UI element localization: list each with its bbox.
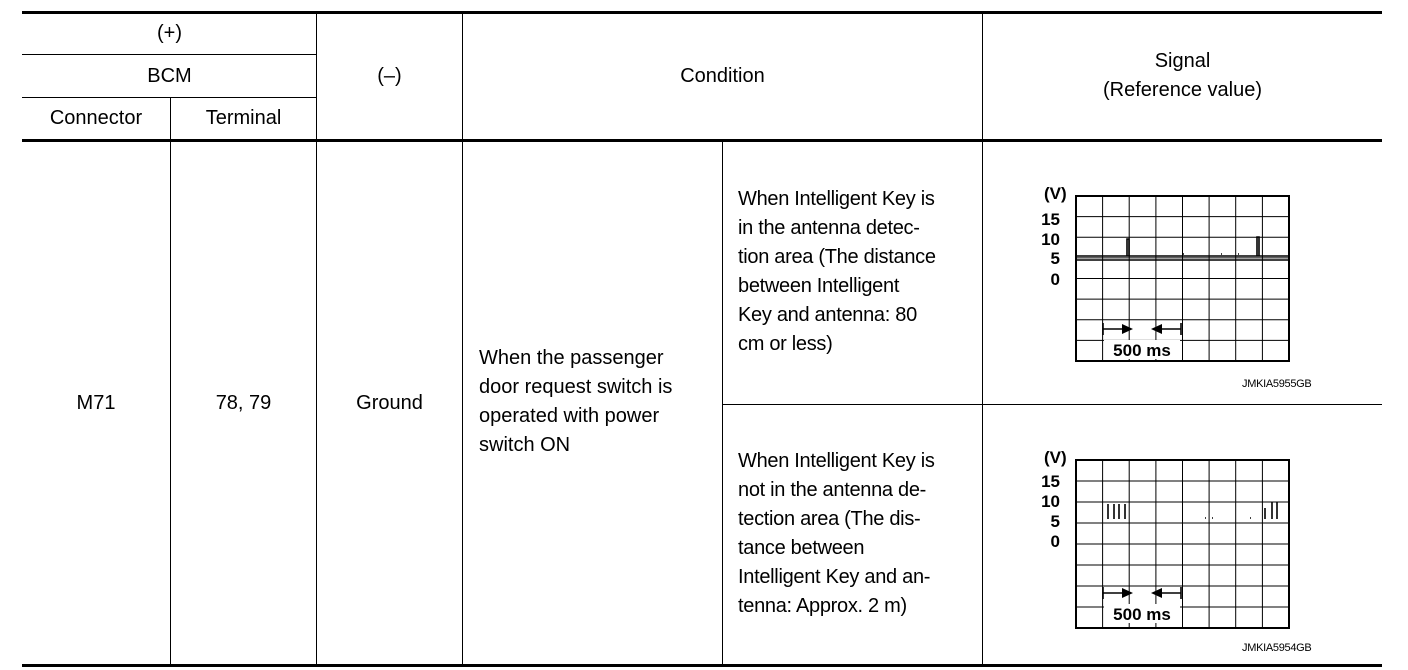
cell-ground: Ground — [356, 391, 423, 414]
header-connector: Connector — [49, 107, 143, 129]
scope-time-label: 500 ms — [1113, 605, 1171, 624]
sub-condition-line: between Intelligent — [738, 275, 900, 297]
header-signal-title: Signal — [1154, 50, 1211, 72]
sub-condition-line: Key and antenna: 80 — [738, 304, 917, 326]
main-condition-line: door request switch is — [479, 376, 673, 398]
oscilloscope-waveform-2 — [1040, 446, 1300, 631]
table-bottom-border — [22, 664, 1382, 667]
header-plus: (+) — [157, 22, 182, 44]
scope-time-arrows — [1103, 587, 1181, 599]
header-terminal: Terminal — [205, 107, 282, 129]
cell-main-condition — [479, 344, 672, 460]
figure-ref-code-1: JMKIA5955GB — [1242, 378, 1312, 390]
cell-terminal: 78, 79 — [215, 391, 272, 414]
sub-condition-line: When Intelligent Key is — [738, 188, 935, 210]
sub-condition-line: tection area (The dis- — [738, 508, 921, 530]
scope-unit-label: (V) — [1044, 448, 1067, 467]
scope-unit-label: (V) — [1044, 184, 1067, 203]
header-signal-subtitle: (Reference value) — [1103, 79, 1262, 101]
header-signal — [983, 13, 1382, 139]
rule-condition-sub — [722, 141, 723, 667]
main-condition-line: switch ON — [479, 434, 571, 456]
figure-ref-code-2: JMKIA5954GB — [1242, 642, 1312, 654]
scope-y-label: 15 — [1041, 472, 1060, 491]
main-condition-line: When the passenger — [479, 347, 664, 369]
sub-condition-line: tenna: Approx. 2 m) — [738, 595, 907, 617]
sub-condition-line: not in the antenna de- — [738, 479, 926, 501]
cell-sub-condition-2 — [738, 447, 935, 621]
sub-condition-line: tion area (The distance — [738, 246, 936, 268]
scope-y-label: 0 — [1050, 532, 1060, 551]
sub-condition-line: tance between — [738, 537, 865, 559]
rule-sub-row — [722, 404, 1382, 405]
main-condition-line: operated with power — [479, 405, 660, 427]
header-minus: (–) — [377, 64, 402, 87]
header-bcm: BCM — [147, 64, 192, 87]
sub-condition-line: cm or less) — [738, 333, 833, 355]
scope-time-arrows — [1103, 323, 1181, 335]
scope-y-label: 10 — [1041, 492, 1060, 511]
scope-y-label: 5 — [1050, 249, 1060, 268]
cell-connector: M71 — [76, 391, 116, 414]
scope-trace — [1108, 502, 1277, 519]
scope-grid — [1076, 196, 1289, 361]
scope-y-label: 15 — [1041, 210, 1060, 229]
scope-y-label: 10 — [1041, 230, 1060, 249]
header-condition: Condition — [680, 64, 765, 87]
sub-condition-line: in the antenna detec- — [738, 217, 920, 239]
scope-y-label: 0 — [1050, 270, 1060, 289]
scope-y-label: 5 — [1050, 512, 1060, 531]
cell-sub-condition-1 — [738, 185, 936, 359]
sub-condition-line: Intelligent Key and an- — [738, 566, 931, 588]
scope-time-label: 500 ms — [1113, 341, 1171, 360]
oscilloscope-waveform-1 — [1040, 182, 1300, 367]
scope-grid — [1076, 460, 1289, 628]
sub-condition-line: When Intelligent Key is — [738, 450, 935, 472]
